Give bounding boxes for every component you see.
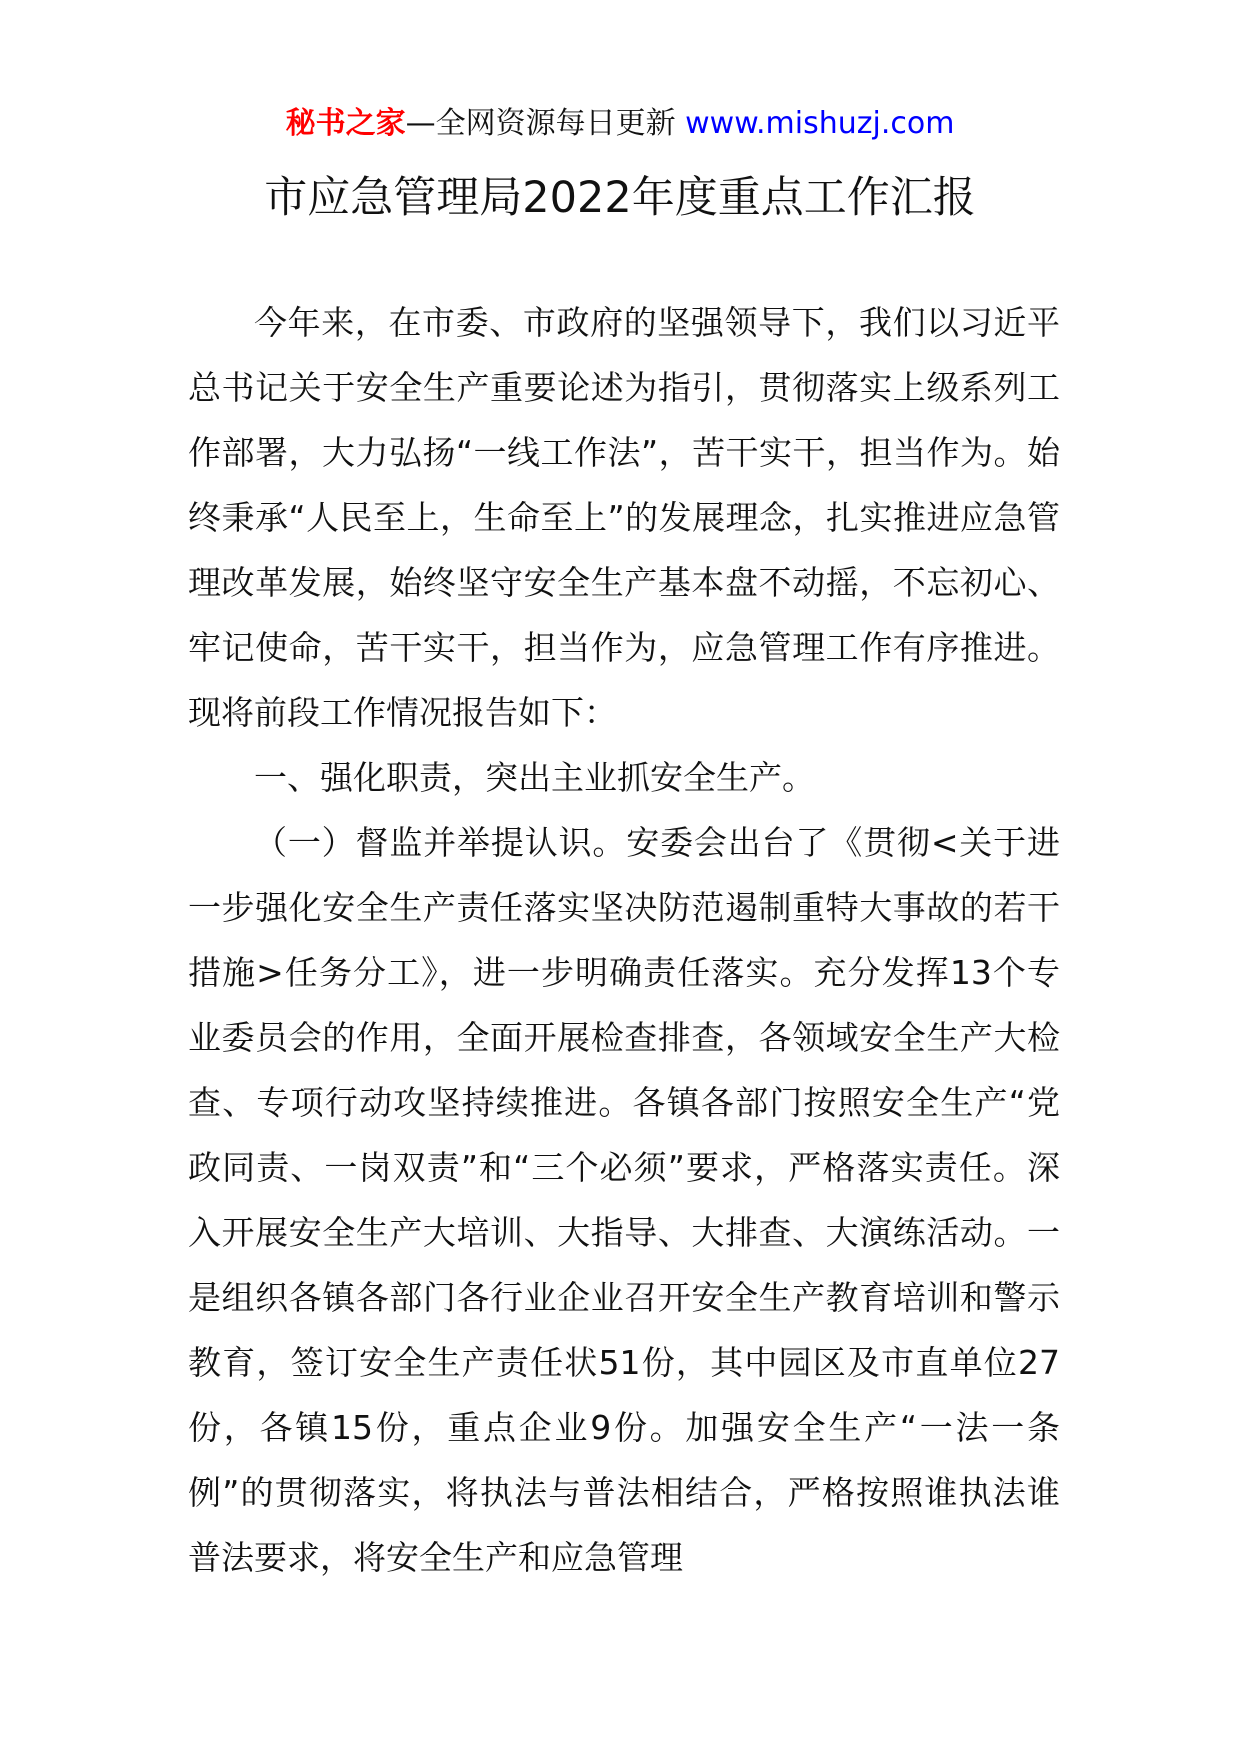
intro-paragraph: 今年来，在市委、市政府的坚强领导下，我们以习近平总书记关于安全生产重要论述为指引，贯彻落实上级系列工作部署，大力弘扬“一线工作法”，苦干实干，担当作为。始终秉承“人民至上，生命至上”的发展理念，扎实推进应急管理改革发展，始终坚守安全生产基本盘不动摇，不忘初心、牢记使命，苦干实干，担当作为，应急管理工作有序推进。现将前段工作情况报告如下： bbox=[188, 303, 1060, 732]
document-body bbox=[188, 290, 1060, 1590]
header-brand: 秘书之家 bbox=[285, 106, 406, 141]
watermark-header bbox=[0, 104, 1240, 144]
section-1-paragraph-1: （一）督监并举提认识。安委会出台了《贯彻<关于进一步强化安全生产责任落实坚决防范遏制重特大事故的若干措施>任务分工》，进一步明确责任落实。充分发挥13个专业委员会的作用，全面开展检查排查，各领域安全生产大检查、专项行动攻坚持续推进。各镇各部门按照安全生产“党政同责、一岗双责”和“三个必须”要求，严格落实责任。深入开展安全生产大培训、大指导、大排查、大演练活动。一是组织各镇各部门各行业企业召开安全生产教育培训和警示教育，签订安全生产责任状51份，其中园区及市直单位27份，各镇15份，重点企业9份。加强安全生产“一法一条例”的贯彻落实，将执法与普法相结合，严格按照谁执法谁普法要求，将安全生产和应急管理 bbox=[188, 823, 1060, 1577]
page-title: 市应急管理局2022年度重点工作汇报 bbox=[264, 173, 976, 223]
header-tagline: —全网资源每日更新 bbox=[405, 106, 676, 141]
header-url-link[interactable]: www.mishuzj.com bbox=[685, 106, 955, 141]
section-1-heading: 一、强化职责，突出主业抓安全生产。 bbox=[254, 758, 815, 797]
